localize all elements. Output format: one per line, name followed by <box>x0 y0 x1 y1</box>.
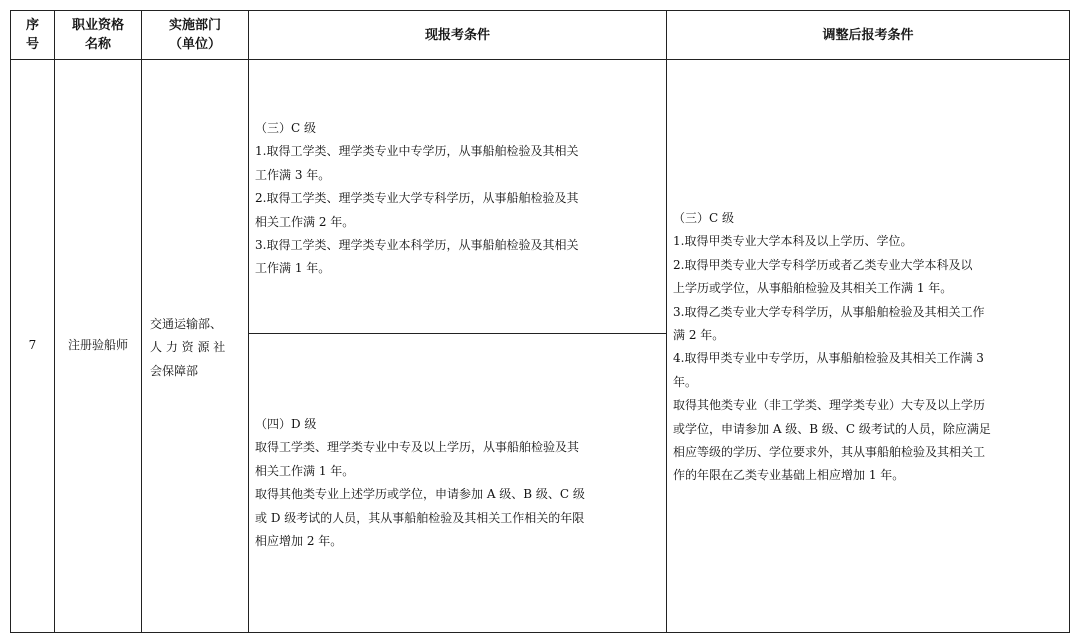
header-qualification-name: 职业资格 名称 <box>71 18 124 52</box>
header-department: 实施部门 （单位） <box>168 18 221 52</box>
department-text: 交通运输部、 人 力 资 源 社 会保障部 <box>150 317 226 378</box>
header-current-conditions: 现报考条件 <box>424 27 490 43</box>
header-divider <box>10 59 1070 60</box>
row-number: 7 <box>28 338 37 353</box>
col-divider-3 <box>248 10 249 633</box>
col-divider-4 <box>666 10 667 633</box>
c-d-divider <box>248 333 666 334</box>
adjusted-conditions: （三）C 级 1.取得甲类专业大学本科及以上学历、学位。 2.取得甲类专业大学专科学历或者乙类专业大学本科及以 上学历或学位，从事船舶检验及其相关工作满 1 年。 3.取得乙类专业大学专科学历，从事船舶检验及其相关工作 满 2 年。 4.取得甲类专业中专学历，从事船舶检验及其相关工作满 3 年。 取得其他类专业（非工学类、理学类专业）大专及以上学历 或学位，申请参加 A 级、B 级、C 级考试的人员，除应满足 相应等级的学历、学位要求外，其从事船舶检验及其相关工 作的年限在乙类专业基础上相应增加 1 年。 <box>673 211 991 483</box>
current-d-level-conditions: （四）D 级 取得工学类、理学类专业中专及以上学历，从事船舶检验及其 相关工作满 1 年。 取得其他类专业上述学历或学位，申请参加 A 级、B 级、C 级 或 D 级考试的人员，其从事船舶检验及其相关工作相关的年限 相应增加 2 年。 <box>255 417 585 549</box>
qualification-name: 注册验船师 <box>67 338 128 353</box>
header-adjusted-conditions: 调整后报考条件 <box>822 27 914 43</box>
current-c-level-conditions: （三）C 级 1.取得工学类、理学类专业中专学历，从事船舶检验及其相关 工作满 3 年。 2.取得工学类、理学类专业大学专科学历，从事船舶检验及其 相关工作满 2 年。 3.取得工学类、理学类专业本科学历，从事船舶检验及其相关 工作满 1 年。 <box>255 121 579 276</box>
col-divider-2 <box>141 10 142 633</box>
table-border-bottom <box>10 632 1070 633</box>
table-border-right <box>1069 10 1070 633</box>
header-number: 序 号 <box>25 18 39 52</box>
